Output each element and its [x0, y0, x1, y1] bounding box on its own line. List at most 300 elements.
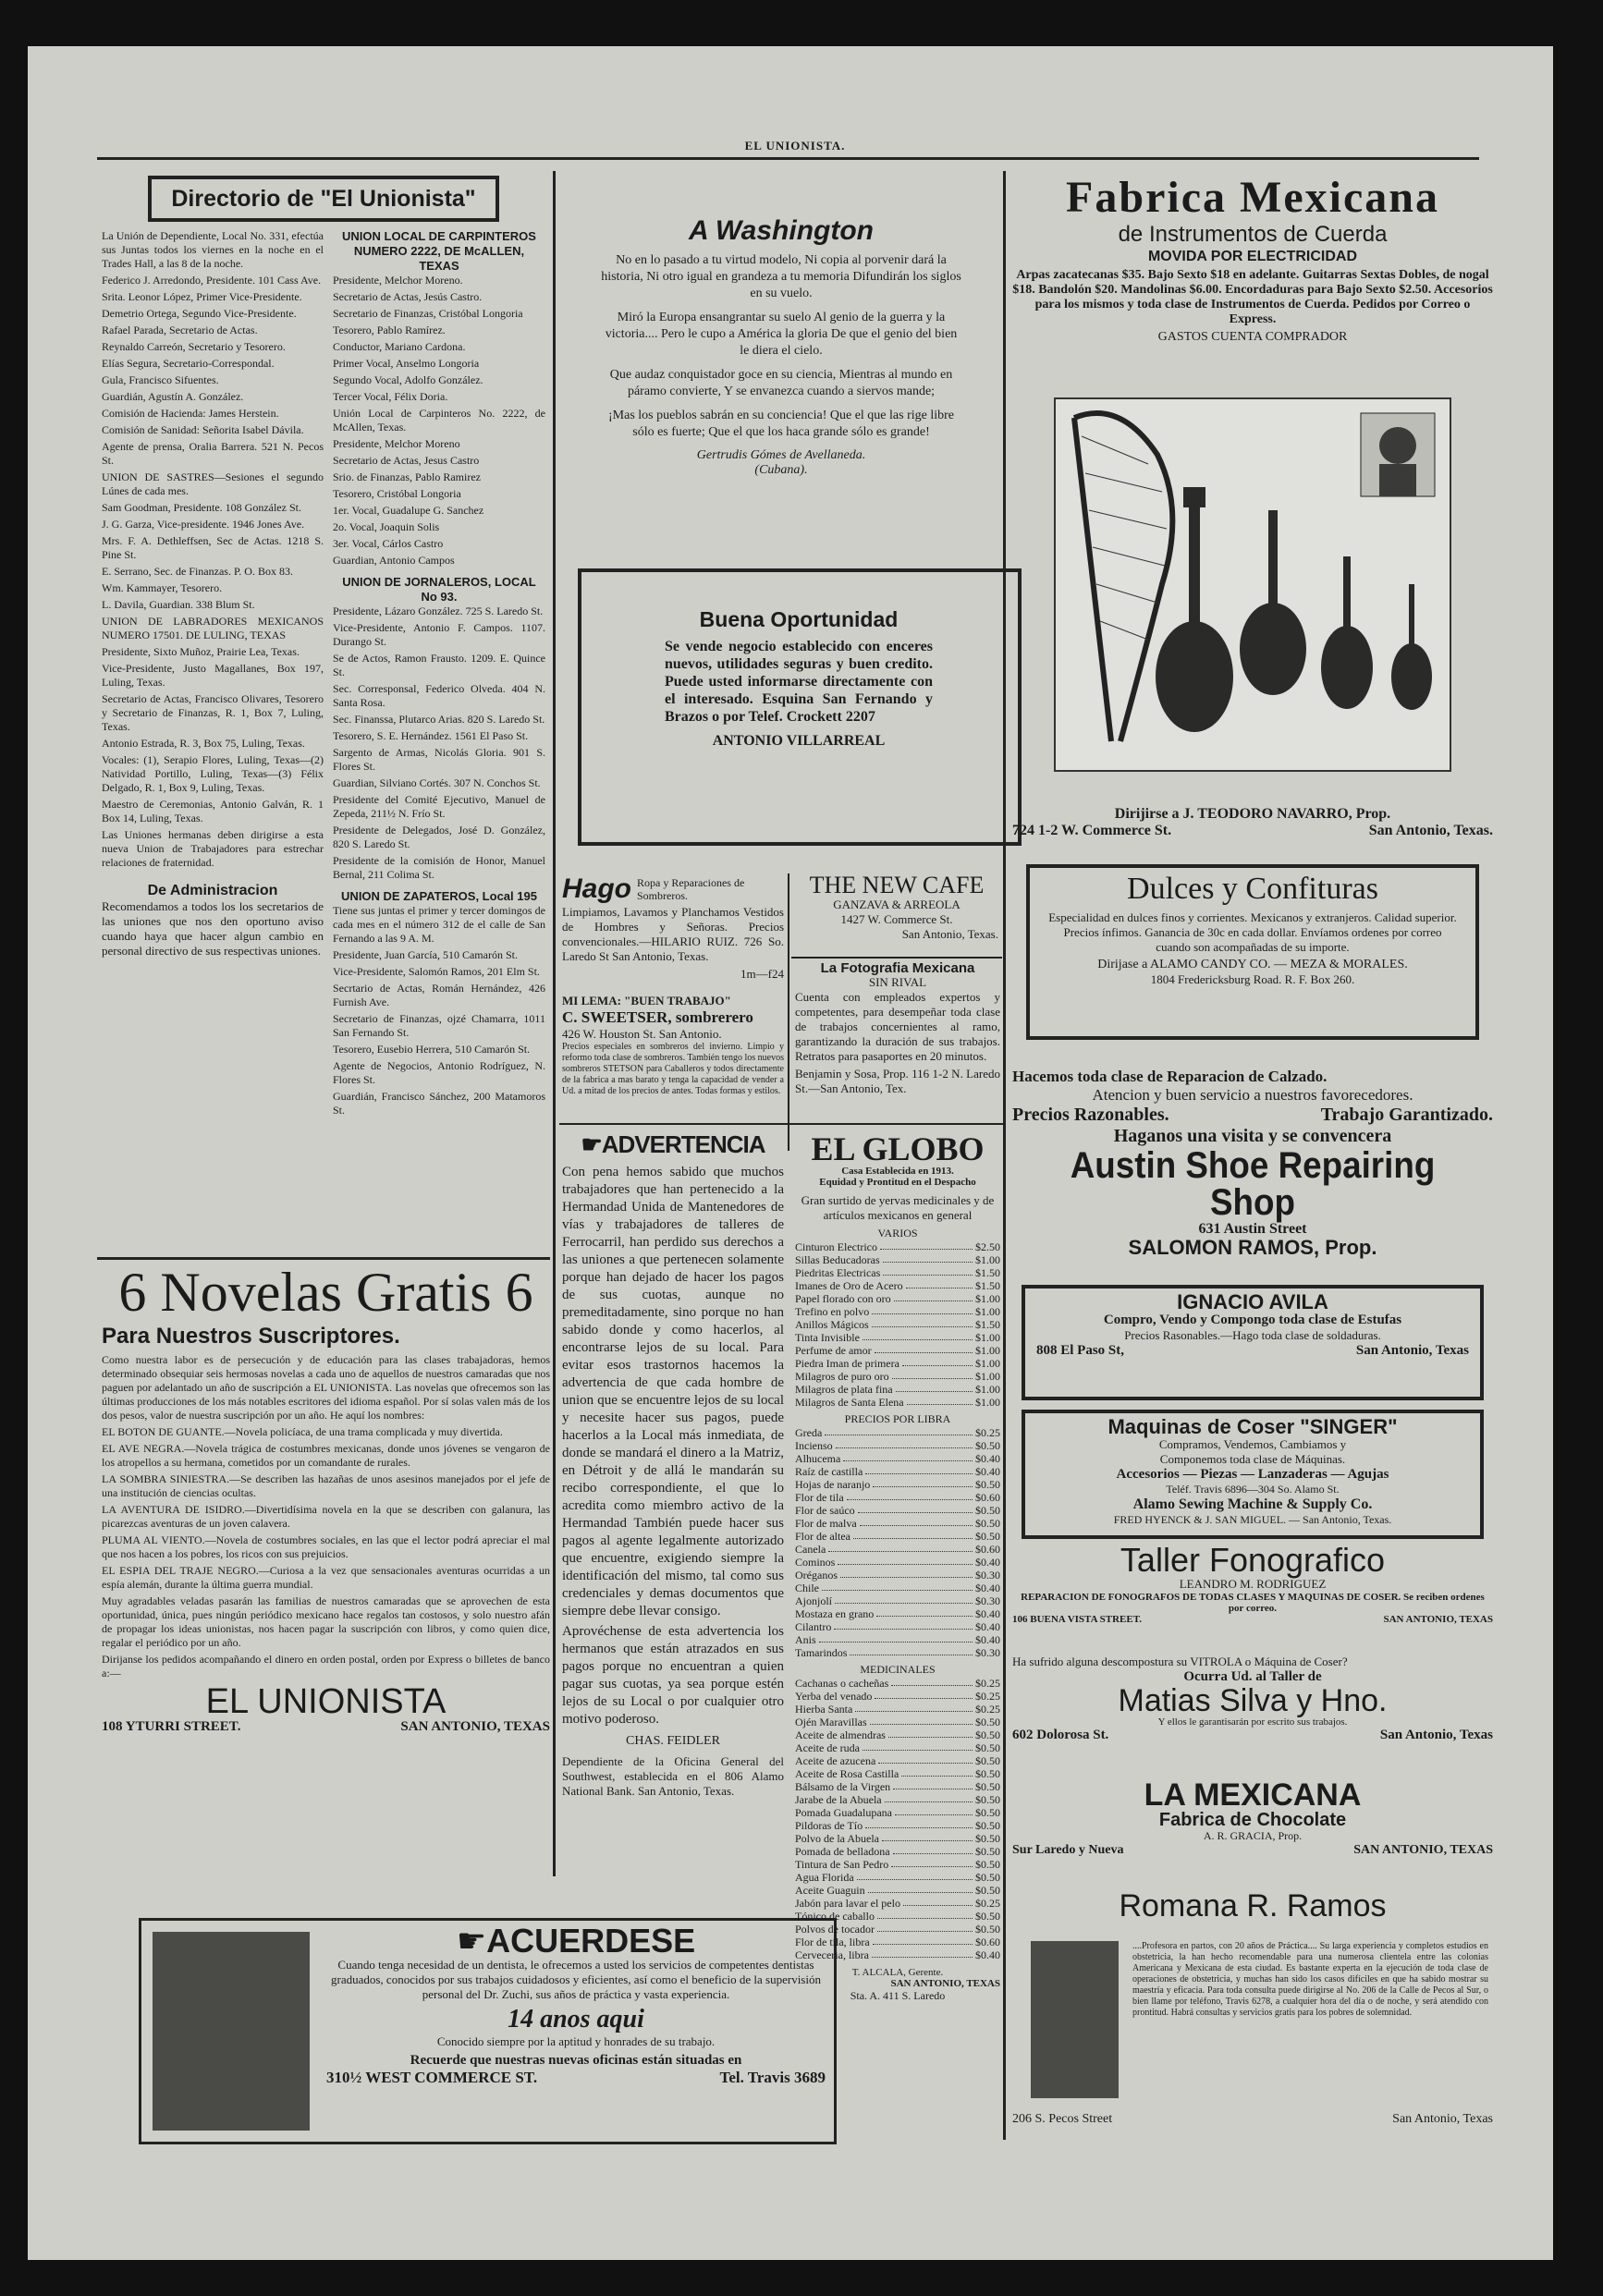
dot-leader	[907, 1396, 973, 1405]
price-value: $1.50	[975, 1318, 1000, 1331]
dot-leader	[878, 1754, 973, 1764]
hago-tag: 1m—f24	[740, 967, 784, 981]
avila-title: IGNACIO AVILA	[1177, 1290, 1328, 1313]
singer-line3: Accesorios — Piezas — Lanzaderas — Agujas	[1116, 1467, 1389, 1482]
price-item: Pildoras de Tío	[795, 1819, 863, 1832]
fabrica-address-row	[1012, 823, 1493, 839]
globo-title: EL GLOBO	[811, 1132, 985, 1167]
price-row	[795, 1396, 1000, 1409]
portrait-head	[1379, 427, 1416, 464]
price-row	[795, 1594, 1000, 1607]
price-row	[795, 1253, 1000, 1266]
price-row	[795, 1806, 1000, 1819]
directory-entry: Guardián, Francisco Sánchez, 200 Matamoros St.	[333, 1090, 545, 1117]
price-row	[795, 1754, 1000, 1767]
dulces-body: Especialidad en dulces finos y corrientes. Mexicanos y extranjeros. Calidad superior. Precios ínfimos. Ganancia de 30c en cada dollar. Envíamos ordenes por correo cuando son acompañadas de su importe.	[1048, 910, 1457, 954]
price-value: $0.50	[975, 1845, 1000, 1858]
hago-title: Hago	[562, 873, 631, 904]
sweetser-body: Precios especiales en sombreros del invierno. Limpio y reformo toda clase de sombreros. También tengo los nuevos sombreros STETSON para Caballeros y todos directamente de la fabrica a mas barato y tenga la capacidad de vender a Ud. a mitad de los precios de antes. Todas formas y estilos.	[562, 1042, 784, 1096]
fabrica-subtitle: de Instrumentos de Cuerda	[1118, 222, 1388, 247]
price-item: Greda	[795, 1426, 823, 1439]
dot-leader	[893, 1780, 973, 1789]
acuerdese-title-text: ACUERDESE	[486, 1922, 696, 1960]
price-row	[795, 1741, 1000, 1754]
price-value: $0.40	[975, 1948, 1000, 1961]
price-row	[795, 1646, 1000, 1659]
novelas-outro2: Dirijanse los pedidos acompañando el dinero en orden postal, orden por Express o billetes de banco a:—	[102, 1653, 550, 1679]
novelas-title: 6 Novelas Gratis 6	[118, 1264, 533, 1323]
advertencia-article	[562, 1132, 784, 1918]
price-item: Flor de malva	[795, 1517, 857, 1530]
directory-entry: Wm. Kammayer, Tesorero.	[102, 581, 223, 594]
fabrica-title: Fabrica Mexicana	[1066, 176, 1439, 222]
price-row	[795, 1677, 1000, 1690]
romana-address: 206 S. Pecos Street	[1012, 2112, 1113, 2126]
price-value: $0.50	[975, 1910, 1000, 1923]
directory-entry: Tesorero, Eusebio Herrera, 510 Camarón St.	[333, 1043, 531, 1056]
directory-entry: Presidente de Delegados, José D. González, 820 S. Laredo St.	[333, 824, 545, 850]
carpinteros-title: UNION LOCAL DE CARPINTEROS NUMERO 2222, DE McALLEN, TEXAS	[342, 229, 536, 273]
directory-entry: Presidente de la comisión de Honor, Manuel Bernal, 211 Colima St.	[333, 854, 545, 881]
price-value: $1.00	[975, 1383, 1000, 1396]
price-value: $0.50	[975, 1806, 1000, 1819]
dot-leader	[896, 1383, 973, 1392]
directory-entry: J. G. Garza, Vice-presidente. 1946 Jones Ave.	[102, 518, 305, 531]
novelas-list	[102, 1425, 550, 1592]
singer-line6: FRED HYENCK & J. SAN MIGUEL. — San Antonio, Texas.	[1113, 1513, 1392, 1526]
matias-silva-ad	[1012, 1655, 1493, 1770]
price-value: $0.50	[975, 1767, 1000, 1780]
directory-entry: Agente de Negocios, Antonio Rodríguez, N. Flores St.	[333, 1059, 545, 1086]
price-row	[795, 1439, 1000, 1452]
poem-stanzas	[564, 252, 998, 441]
price-value: $0.40	[975, 1607, 1000, 1620]
singer-line2: Componemos toda clase de Máquinas.	[1159, 1452, 1346, 1466]
admin-title: De Administracion	[147, 883, 278, 898]
fabrica-body: Arpas zacatecanas $35. Bajo Sexto $18 en adelante. Guitarras Sextas Dobles, de nogal $18. Bandolón $20. Mandolinas $6.00. Encordaduras para Bajo Sexto $2.50. Accesorios para los mismos y toda clase de Instrumentos de Cuerda. Pedidos por Correo o Express.	[1012, 268, 1493, 326]
price-row	[795, 1344, 1000, 1357]
column-rule-1	[553, 171, 556, 1876]
directory-entry: Federico J. Arredondo, Presidente. 101 Cass Ave.	[102, 274, 322, 287]
price-item: Cinturon Electrico	[795, 1240, 877, 1253]
globo-estab: Casa Establecida en 1913.	[841, 1166, 954, 1177]
price-row	[795, 1780, 1000, 1793]
jornaleros-list	[333, 605, 545, 882]
price-row	[795, 1858, 1000, 1871]
price-row	[795, 1897, 1000, 1910]
price-row	[795, 1923, 1000, 1936]
directory-entry: 1er. Vocal, Guadalupe G. Sanchez	[333, 504, 484, 517]
price-item: Anis	[795, 1633, 816, 1646]
directory-entry: Vice-Presidente, Justo Magallanes, Box 197, Luling, Texas.	[102, 662, 324, 689]
price-row	[795, 1383, 1000, 1396]
price-value: $0.25	[975, 1690, 1000, 1703]
price-row	[795, 1936, 1000, 1948]
avila-city: San Antonio, Texas	[1355, 1343, 1469, 1358]
price-value: $0.30	[975, 1569, 1000, 1582]
globo-motto: Equidad y Prontitud en el Despacho	[819, 1177, 976, 1188]
la-mexicana-ad	[1012, 1779, 1493, 1886]
matias-line: Ocurra Ud. al Taller de	[1183, 1669, 1322, 1684]
fabrica-address: 724 1-2 W. Commerce St.	[1012, 823, 1172, 838]
fotografia-subtitle: SIN RIVAL	[868, 975, 927, 989]
austin-price-row	[1012, 1105, 1493, 1126]
dulces-ad	[1026, 864, 1479, 1040]
novela-title-entry: LA SOMBRA SINIESTRA.—Se describen las hazañas de unos asesinos manejados por el jefe de una institución de ciencias ocultas.	[102, 1472, 550, 1499]
advertencia-footer: Dependiente de la Oficina General del Southwest, establecida en el 806 Alamo National Bank. San Antonio, Texas.	[562, 1754, 784, 1798]
price-row	[795, 1279, 1000, 1292]
pointing-hand-icon: ☛	[456, 1922, 487, 1960]
sweetser-motto: MI LEMA: "BUEN TRABAJO"	[562, 994, 731, 1008]
price-item: Aceite de Rosa Castilla	[795, 1767, 899, 1780]
price-item: Mostaza en grano	[795, 1607, 875, 1620]
hago-body: Limpiamos, Lavamos y Planchamos Vestidos de Hombres y Señoras. Precios convencionales.—HILARIO RUIZ. 726 So. Laredo St San Antonio, Texas.	[562, 905, 784, 963]
directory-entry: Las Uniones hermanas deben dirigirse a esta nueva Union de Trabajadores para estrechar relaciones de fraternidad.	[102, 828, 324, 869]
directory-entry: Sec. Corresponsal, Federico Olveda. 404 N. Santa Rosa.	[333, 682, 545, 709]
directory-left-list	[102, 229, 324, 870]
advertencia-body	[562, 1164, 784, 1728]
cafe-rule	[791, 957, 1002, 959]
column-rule-2	[1003, 171, 1006, 2140]
price-row	[795, 1491, 1000, 1504]
price-row	[795, 1703, 1000, 1716]
price-value: $0.30	[975, 1646, 1000, 1659]
fabrica-ad	[1012, 176, 1493, 850]
sweetser-ad	[562, 994, 784, 1151]
price-item: Polvos de tocador	[795, 1923, 875, 1936]
directory-entry: Srio. de Finanzas, Pablo Ramirez	[333, 470, 481, 483]
price-row	[795, 1240, 1000, 1253]
directory-entry: Sec. Finanssa, Plutarco Arias. 820 S. Laredo St.	[333, 713, 545, 726]
advertencia-signature: CHAS. FEIDLER	[626, 1734, 720, 1748]
price-item: Anillos Mágicos	[795, 1318, 869, 1331]
small-guitar-icon	[1391, 584, 1432, 710]
price-item: Flor de tila, libra	[795, 1936, 870, 1948]
price-row	[795, 1910, 1000, 1923]
price-value: $1.00	[975, 1292, 1000, 1305]
price-value: $0.30	[975, 1594, 1000, 1607]
price-value: $0.50	[975, 1517, 1000, 1530]
directory-entry: Rafael Parada, Secretario de Actas.	[102, 324, 258, 336]
price-row	[795, 1543, 1000, 1556]
price-value: $0.50	[975, 1871, 1000, 1884]
price-item: Cilantro	[795, 1620, 832, 1633]
advertencia-paragraph: Aprovéchense de esta advertencia los hermanos que están atrazados en sus pagos porque no encuentran a quien pagar sus cuotas, ya sea porque estén lejos de su Local o por cualquier otro motivo poderoso.	[562, 1624, 784, 1727]
dot-leader	[893, 1845, 973, 1854]
directory-entry: 2o. Vocal, Joaquin Solis	[333, 520, 440, 533]
globo-city: SAN ANTONIO, TEXAS	[890, 1978, 1000, 1989]
directory-entry: Secretario de Actas, Francisco Olivares, Tesorero y Secretario de Finanzas, R. 1, Box 7, Luling, Texas.	[102, 692, 324, 733]
dot-leader	[853, 1530, 973, 1539]
price-item: Papel florado con oro	[795, 1292, 891, 1305]
mexicana-address: Sur Laredo y Nueva	[1012, 1843, 1124, 1857]
dot-leader	[882, 1832, 973, 1841]
dot-leader	[865, 1819, 973, 1828]
directory-entry: Tesorero, S. E. Hernández. 1561 El Paso St.	[333, 729, 529, 742]
price-item: Cominos	[795, 1556, 836, 1569]
price-row	[795, 1318, 1000, 1331]
price-value: $0.60	[975, 1936, 1000, 1948]
dot-leader	[865, 1465, 973, 1474]
romana-city: San Antonio, Texas	[1392, 2112, 1493, 2126]
acuerdese-note: Conocido siempre por la aptitud y honrades de su trabajo.	[436, 2034, 716, 2048]
dot-leader	[855, 1703, 973, 1712]
dot-leader	[840, 1569, 973, 1578]
price-item: Tamarindos	[795, 1646, 848, 1659]
price-value: $0.50	[975, 1439, 1000, 1452]
dot-leader	[863, 1331, 973, 1340]
poem-title: A Washington	[689, 217, 874, 246]
price-item: Cerveceria, libra	[795, 1948, 869, 1961]
price-value: $0.60	[975, 1491, 1000, 1504]
matias-pre: Ha sufrido alguna descompostura su VITROLA o Máquina de Coser?	[1012, 1655, 1348, 1668]
directory-entry: Tercer Vocal, Félix Doria.	[333, 390, 448, 403]
carpinteros-list	[333, 274, 545, 568]
price-item: Aceite Guaguin	[795, 1884, 865, 1897]
price-value: $1.50	[975, 1279, 1000, 1292]
mexicana-city: SAN ANTONIO, TEXAS	[1353, 1843, 1493, 1857]
price-row	[795, 1582, 1000, 1594]
price-row	[795, 1569, 1000, 1582]
novelas-ad	[102, 1264, 550, 1911]
directory-entry: Primer Vocal, Anselmo Longoria	[333, 357, 480, 370]
price-item: Pomada Guadalupana	[795, 1806, 892, 1819]
dot-leader	[876, 1607, 973, 1617]
acuerdese-content	[326, 1924, 826, 2087]
austin-right: Trabajo Garantizado.	[1320, 1105, 1493, 1125]
buena-content	[665, 609, 933, 750]
price-item: Aceite de azucena	[795, 1754, 876, 1767]
price-item: Agua Florida	[795, 1871, 854, 1884]
directory-entry: Presidente, Juan García, 510 Camarón St.	[333, 948, 518, 961]
price-value: $1.50	[975, 1266, 1000, 1279]
price-row	[795, 1832, 1000, 1845]
price-row	[795, 1465, 1000, 1478]
dot-leader	[822, 1582, 973, 1591]
price-row	[795, 1530, 1000, 1543]
directory-entry: Tesorero, Pablo Ramírez.	[333, 324, 446, 336]
directory-entry: Comisión de Hacienda: James Herstein.	[102, 407, 279, 420]
mandolin-icon	[1321, 556, 1373, 709]
price-row	[795, 1793, 1000, 1806]
price-item: Hierba Santa	[795, 1703, 853, 1716]
directory-entry: Secrtario de Actas, Román Hernández, 426 Furnish Ave.	[333, 982, 545, 1008]
directory-entry: Guardián, Agustín A. González.	[102, 390, 244, 403]
austin-line3: Haganos una visita y se convencera	[1113, 1126, 1392, 1146]
el-globo-ad	[795, 1132, 1000, 2149]
directory-entry: UNION DE LABRADORES MEXICANOS NUMERO 17501. DE LULING, TEXAS	[102, 615, 324, 641]
price-value: $0.50	[975, 1504, 1000, 1517]
acuerdese-ad	[139, 1918, 837, 2144]
fabrica-tagline: MOVIDA POR ELECTRICIDAD	[1147, 249, 1358, 264]
singer-line5: Alamo Sewing Machine & Supply Co.	[1132, 1496, 1373, 1512]
dot-leader	[872, 1948, 973, 1958]
novelas-address: 108 YTURRI STREET.	[102, 1719, 241, 1734]
dot-leader	[873, 1478, 973, 1487]
price-item: Raíz de castilla	[795, 1465, 863, 1478]
price-item: Piedra Iman de primera	[795, 1357, 899, 1370]
price-item: Flor de altea	[795, 1530, 850, 1543]
directory-entry: Presidente, Melchor Moreno	[333, 437, 460, 450]
fono-owner: LEANDRO M. RODRIGUEZ	[1179, 1577, 1327, 1591]
directory-entry: Tiene sus juntas el primer y tercer domingos de cada mes en el número 312 de el calle de San Fernando a las 9 A. M.	[333, 904, 545, 945]
dot-leader	[819, 1633, 973, 1643]
globo-varios-title: VARIOS	[877, 1227, 918, 1240]
dot-leader	[825, 1426, 973, 1435]
price-value: $0.60	[975, 1543, 1000, 1556]
romana-address-row	[1012, 2112, 1493, 2127]
dot-leader	[858, 1504, 973, 1513]
austin-line2: Atencion y buen servicio a nuestros favorecedores.	[1092, 1086, 1413, 1104]
fotografia-body: Cuenta con empleados expertos y competentes, para desempeñar toda clase de trabajos concernientes al ramo, garantizando la duración de sus trabajos. Retratos para pasaportes en 20 minutos.	[795, 990, 1000, 1063]
advertencia-title	[562, 1132, 784, 1156]
price-item: Alhucema	[795, 1452, 841, 1465]
dot-leader	[872, 1318, 973, 1327]
fotografia-title: La Fotografia Mexicana	[820, 961, 975, 976]
price-item: Cachanas o cacheñas	[795, 1677, 889, 1690]
novelas-paper-name: EL UNIONISTA	[205, 1682, 447, 1721]
dot-leader	[902, 1357, 973, 1366]
directory-entry: Se de Actos, Ramon Frausto. 1209. E. Quince St.	[333, 652, 545, 678]
acuerdese-years: 14 anos aqui	[508, 2005, 644, 2033]
zapateros-list	[333, 904, 545, 1117]
price-value: $1.00	[975, 1305, 1000, 1318]
price-row	[795, 1948, 1000, 1961]
avila-content	[1025, 1288, 1480, 1362]
newcafe-ad	[795, 873, 998, 952]
mexicana-address-row	[1012, 1843, 1493, 1858]
directory-entry: Presidente, Lázaro González. 725 S. Laredo St.	[333, 605, 544, 617]
price-value: $0.50	[975, 1716, 1000, 1728]
buena-signature: ANTONIO VILLARREAL	[712, 733, 886, 749]
directory-entry: Secretario de Finanzas, ojzé Chamarra, 1011 San Fernando St.	[333, 1012, 545, 1039]
globo-med-title: MEDICINALES	[860, 1663, 936, 1676]
directory-entry: Segundo Vocal, Adolfo González.	[333, 373, 483, 386]
price-row	[795, 1452, 1000, 1465]
price-item: Milagros de plata fina	[795, 1383, 893, 1396]
price-value: $0.50	[975, 1923, 1000, 1936]
directory-entry: Presidente del Comité Ejecutivo, Manuel de Zepeda, 211½ N. Frío St.	[333, 793, 545, 820]
buena-body: Se vende negocio establecido con enceres nuevos, utilidades seguras y buen credito. Puede usted informarse directamente con el interesado. Esquina San Fernando y Brazos o por Telef. Crockett 2207	[665, 639, 933, 725]
singer-content	[1025, 1413, 1480, 1531]
singer-line4: Teléf. Travis 6896—304 So. Alamo St.	[1166, 1483, 1340, 1496]
newcafe-city: San Antonio, Texas.	[901, 927, 998, 941]
directory-entry: L. Davila, Guardian. 338 Blum St.	[102, 598, 255, 611]
directory-entry: Tesorero, Cristóbal Longoria	[333, 487, 461, 500]
price-item: Tónico de caballo	[795, 1910, 875, 1923]
price-item: Ajonjolí	[795, 1594, 833, 1607]
fono-city: SAN ANTONIO, TEXAS	[1383, 1614, 1493, 1625]
dot-leader	[857, 1871, 973, 1880]
acuerdese-address: 310½ WEST COMMERCE ST.	[326, 2069, 538, 2086]
price-value: $0.50	[975, 1884, 1000, 1897]
romana-ramos-ad	[1012, 1890, 1493, 2149]
poem	[564, 217, 998, 559]
price-item: Chile	[795, 1582, 819, 1594]
price-value: $0.50	[975, 1793, 1000, 1806]
avila-body: Compro, Vendo y Compongo toda clase de Estufas	[1103, 1313, 1402, 1327]
austin-title: Austin Shoe Repairing Shop	[1070, 1145, 1436, 1223]
globo-libra-title: PRECIOS POR LIBRA	[844, 1412, 951, 1425]
dot-leader	[835, 1594, 973, 1604]
price-value: $0.40	[975, 1582, 1000, 1594]
price-item: Polvo de la Abuela	[795, 1832, 879, 1845]
dot-leader	[836, 1439, 973, 1448]
price-row	[795, 1871, 1000, 1884]
novelas-outro: Muy agradables veladas pasarán las familias de nuestros camaradas que se aprovechen de esta oportunidad, única, pues ningún periódico mexicano hace regalos tan costosos, y solo nuestro afán de propagar los ideas unionistas, nos hacen pagar la suscripción con libros, y como quien dice, regalar el periódico por un año.	[102, 1594, 550, 1649]
hago-cafe-rule	[788, 873, 789, 1151]
hago-ad	[562, 873, 784, 989]
price-item: Sillas Beducadoras	[795, 1253, 880, 1266]
price-item: Oréganos	[795, 1569, 838, 1582]
dot-leader	[891, 1858, 973, 1867]
dot-leader	[883, 1253, 973, 1263]
directory-entry: Antonio Estrada, R. 3, Box 75, Luling, Texas.	[102, 737, 305, 750]
zapateros-title: UNION DE ZAPATEROS, Local 195	[341, 889, 537, 903]
dot-leader	[877, 1923, 973, 1932]
price-row	[795, 1716, 1000, 1728]
price-row	[795, 1819, 1000, 1832]
price-row	[795, 1305, 1000, 1318]
mid-rule	[559, 1123, 1005, 1125]
fono-address: 106 BUENA VISTA STREET.	[1012, 1614, 1142, 1625]
running-title: EL UNIONISTA.	[744, 139, 846, 153]
fabrica-contact: Dirijirse a J. TEODORO NAVARRO, Prop.	[1114, 806, 1391, 822]
matias-address: 602 Dolorosa St.	[1012, 1728, 1109, 1742]
price-value: $0.40	[975, 1633, 1000, 1646]
directory-title: Directorio de "El Unionista"	[171, 186, 476, 212]
fabrica-footer	[1012, 806, 1493, 839]
matias-address-row	[1012, 1728, 1493, 1743]
directory-entry: Maestro de Ceremonias, Antonio Galván, R. 1 Box 14, Luling, Texas.	[102, 798, 324, 824]
directory-entry: UNION DE SASTRES—Sesiones el segundo Lúnes de cada mes.	[102, 470, 324, 497]
price-item: Piedritas Electricas	[795, 1266, 881, 1279]
globo-med-list	[795, 1677, 1000, 1961]
price-value: $0.50	[975, 1728, 1000, 1741]
globo-varios-list	[795, 1240, 1000, 1409]
directory-entry: Gula, Francisco Sifuentes.	[102, 373, 219, 386]
dot-leader	[894, 1292, 973, 1301]
fabrica-note: GASTOS CUENTA COMPRADOR	[1157, 330, 1348, 344]
dulces-content	[1030, 868, 1475, 993]
price-row	[795, 1504, 1000, 1517]
advertencia-paragraph: Con pena hemos sabido que muchos trabajadores que han pertenecido a la Hermandad Unida de Mantenedores de vías y trabajadores de talleres de Ferrocarril, han perdido sus derechos a las uniones a que pertenecen solamente porque han dejado de hacer los pagos de sus cuotas, aunque no premeditadamente, sino porque no han sabido donde y como hacerlos, al encontrarse lejos de su local. Para evitar esos trastornos hacemos la advertencia de que cada hombre de union que se encuentre lejos de su local y necesite hacer sus pagos, puede hacerlos a la Local más inmediata, de donde se mandará el dinero a la Matriz, en Détroit y de allá le mandarán su recibo correspondiente, el que lo acredita como miembro activo de la Hermandad También puede hacer sus pagos al agente legalmente autorizado que encuentre, exigiendo siempre la identificación del mismo, tal como sus credenciales y demas documentos que siempre debe llevar consigo.	[562, 1165, 784, 1618]
directory-entry: Conductor, Mariano Cardona.	[333, 340, 466, 353]
price-item: Imanes de Oro de Acero	[795, 1279, 903, 1292]
price-row	[795, 1767, 1000, 1780]
price-row	[795, 1370, 1000, 1383]
price-item: Jarabe de la Abuela	[795, 1793, 882, 1806]
directory-right-col	[333, 229, 545, 1255]
novela-title-entry: EL AVE NEGRA.—Novela trágica de costumbres mexicanas, donde unos jóvenes se vengaron de los atropellos a su hermana, cometidos por un comandante de rurales.	[102, 1442, 550, 1469]
novelas-top-rule	[97, 1257, 550, 1260]
price-item: Tintura de San Pedro	[795, 1858, 889, 1871]
fono-title: Taller Fonografico	[1120, 1544, 1386, 1579]
price-value: $0.25	[975, 1677, 1000, 1690]
price-item: Jabón para lavar el pelo	[795, 1897, 900, 1910]
dulces-address: 1804 Fredericksburg Road. R. F. Box 260.	[1150, 972, 1355, 986]
dot-leader	[868, 1884, 973, 1893]
hago-title-side: Ropa y Reparaciones de Sombreros.	[637, 876, 745, 902]
fono-body: REPARACION DE FONOGRAFOS DE TODAS CLASES Y MAQUINAS DE COSER. Se reciben ordenes por correo.	[1021, 1592, 1485, 1614]
price-row	[795, 1607, 1000, 1620]
directory-entry: Demetrio Ortega, Segundo Vice-Presidente.	[102, 307, 297, 320]
novela-title-entry: PLUMA AL VIENTO.—Novela de costumbres sociales, en las que el lector podrá apreciar el mal que nos hacen a los pobres, los ricos con sus prejuicios.	[102, 1533, 550, 1560]
price-row	[795, 1620, 1000, 1633]
price-value: $0.50	[975, 1530, 1000, 1543]
price-value: $1.00	[975, 1253, 1000, 1266]
directory-title-box	[148, 176, 499, 222]
